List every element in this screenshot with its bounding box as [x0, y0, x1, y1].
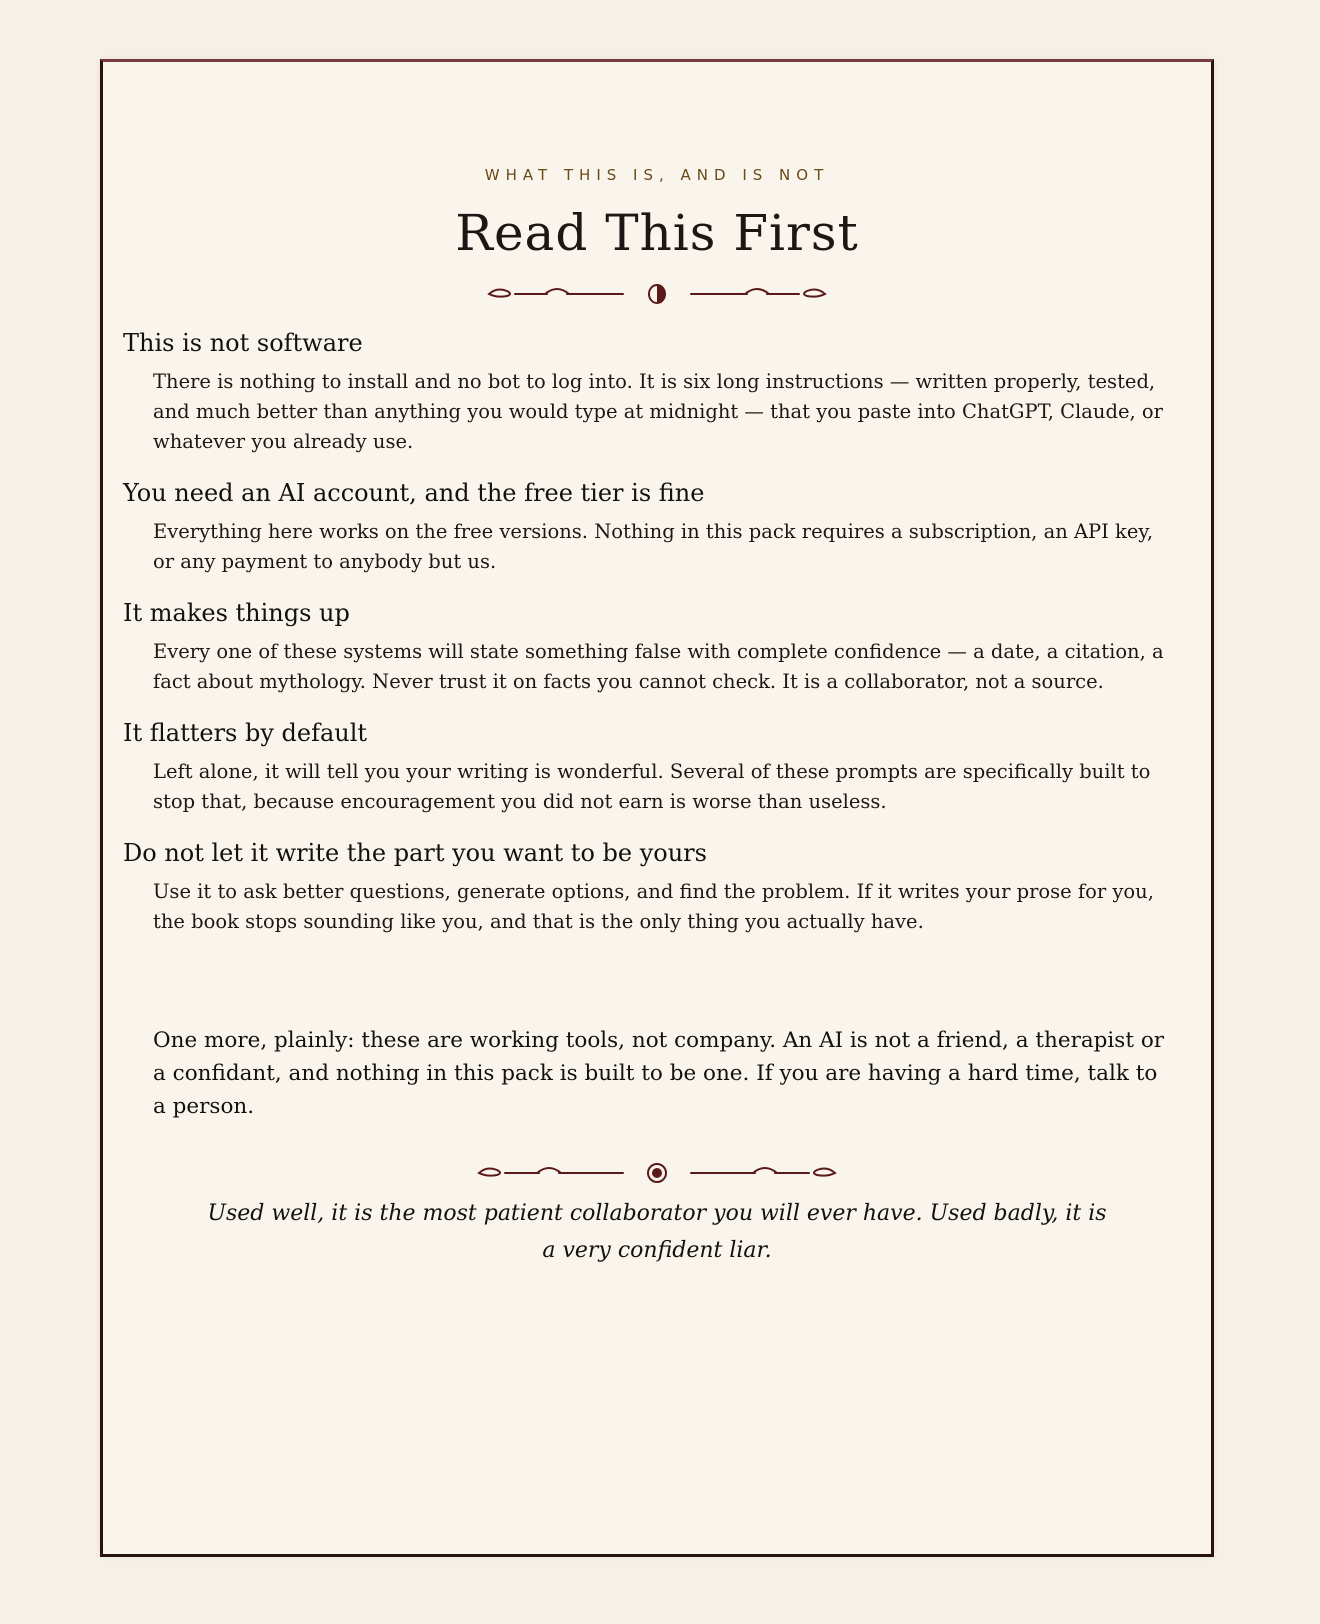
section-body: Everything here works on the free versions. Nothing in this pack requires a subscription, an API key, or any payment to anybody but us. — [153, 520, 1154, 573]
plain-note: One more, plainly: these are working tools, not company. An AI is not a friend, a therapist or a confidant, and nothing in this pack is built to be one. If you are having a hard time, talk to a person. — [153, 1028, 1165, 1119]
section-heading: This is not software — [123, 329, 363, 357]
sections-list — [123, 327, 1175, 957]
flourish-divider-open-icon — [487, 282, 827, 306]
section-heading: It makes things up — [123, 599, 350, 627]
section-body: There is nothing to install and no bot to log into. It is six long instructions — written properly, tested, and much better than anything you would type at midnight — that you paste into ChatGPT, Claude, or whatever you already use. — [153, 370, 1163, 453]
section-body: Every one of these systems will state something false with complete confidence — a date, a citation, a fact about mythology. Never trust it on facts you cannot check. It is a collaborator, not a source. — [153, 640, 1164, 693]
section-flatters — [123, 717, 1175, 817]
page-frame — [100, 59, 1214, 1557]
section-your-part — [123, 837, 1175, 937]
section-ai-account — [123, 477, 1175, 577]
section-heading: You need an AI account, and the free tier is fine — [123, 479, 705, 507]
section-not-software — [123, 327, 1175, 457]
closing-quote: Used well, it is the most patient collaborator you will ever have. Used badly, it is a very confident liar. — [207, 1201, 1107, 1263]
flourish-divider-dot-icon — [477, 1160, 837, 1186]
section-body: Use it to ask better questions, generate options, and find the problem. If it writes your prose for you, the book stops sounding like you, and that is the only thing you actually have. — [153, 880, 1154, 933]
page-title: Read This First — [455, 204, 859, 262]
section-heading: Do not let it write the part you want to be yours — [123, 839, 707, 867]
section-heading: It flatters by default — [123, 719, 368, 747]
eyebrow-label: WHAT THIS IS, AND IS NOT — [484, 166, 830, 184]
section-body: Left alone, it will tell you your writing is wonderful. Several of these prompts are specifically built to stop that, because encouragement you did not earn is worse than useless. — [153, 760, 1151, 813]
section-makes-things-up — [123, 597, 1175, 697]
